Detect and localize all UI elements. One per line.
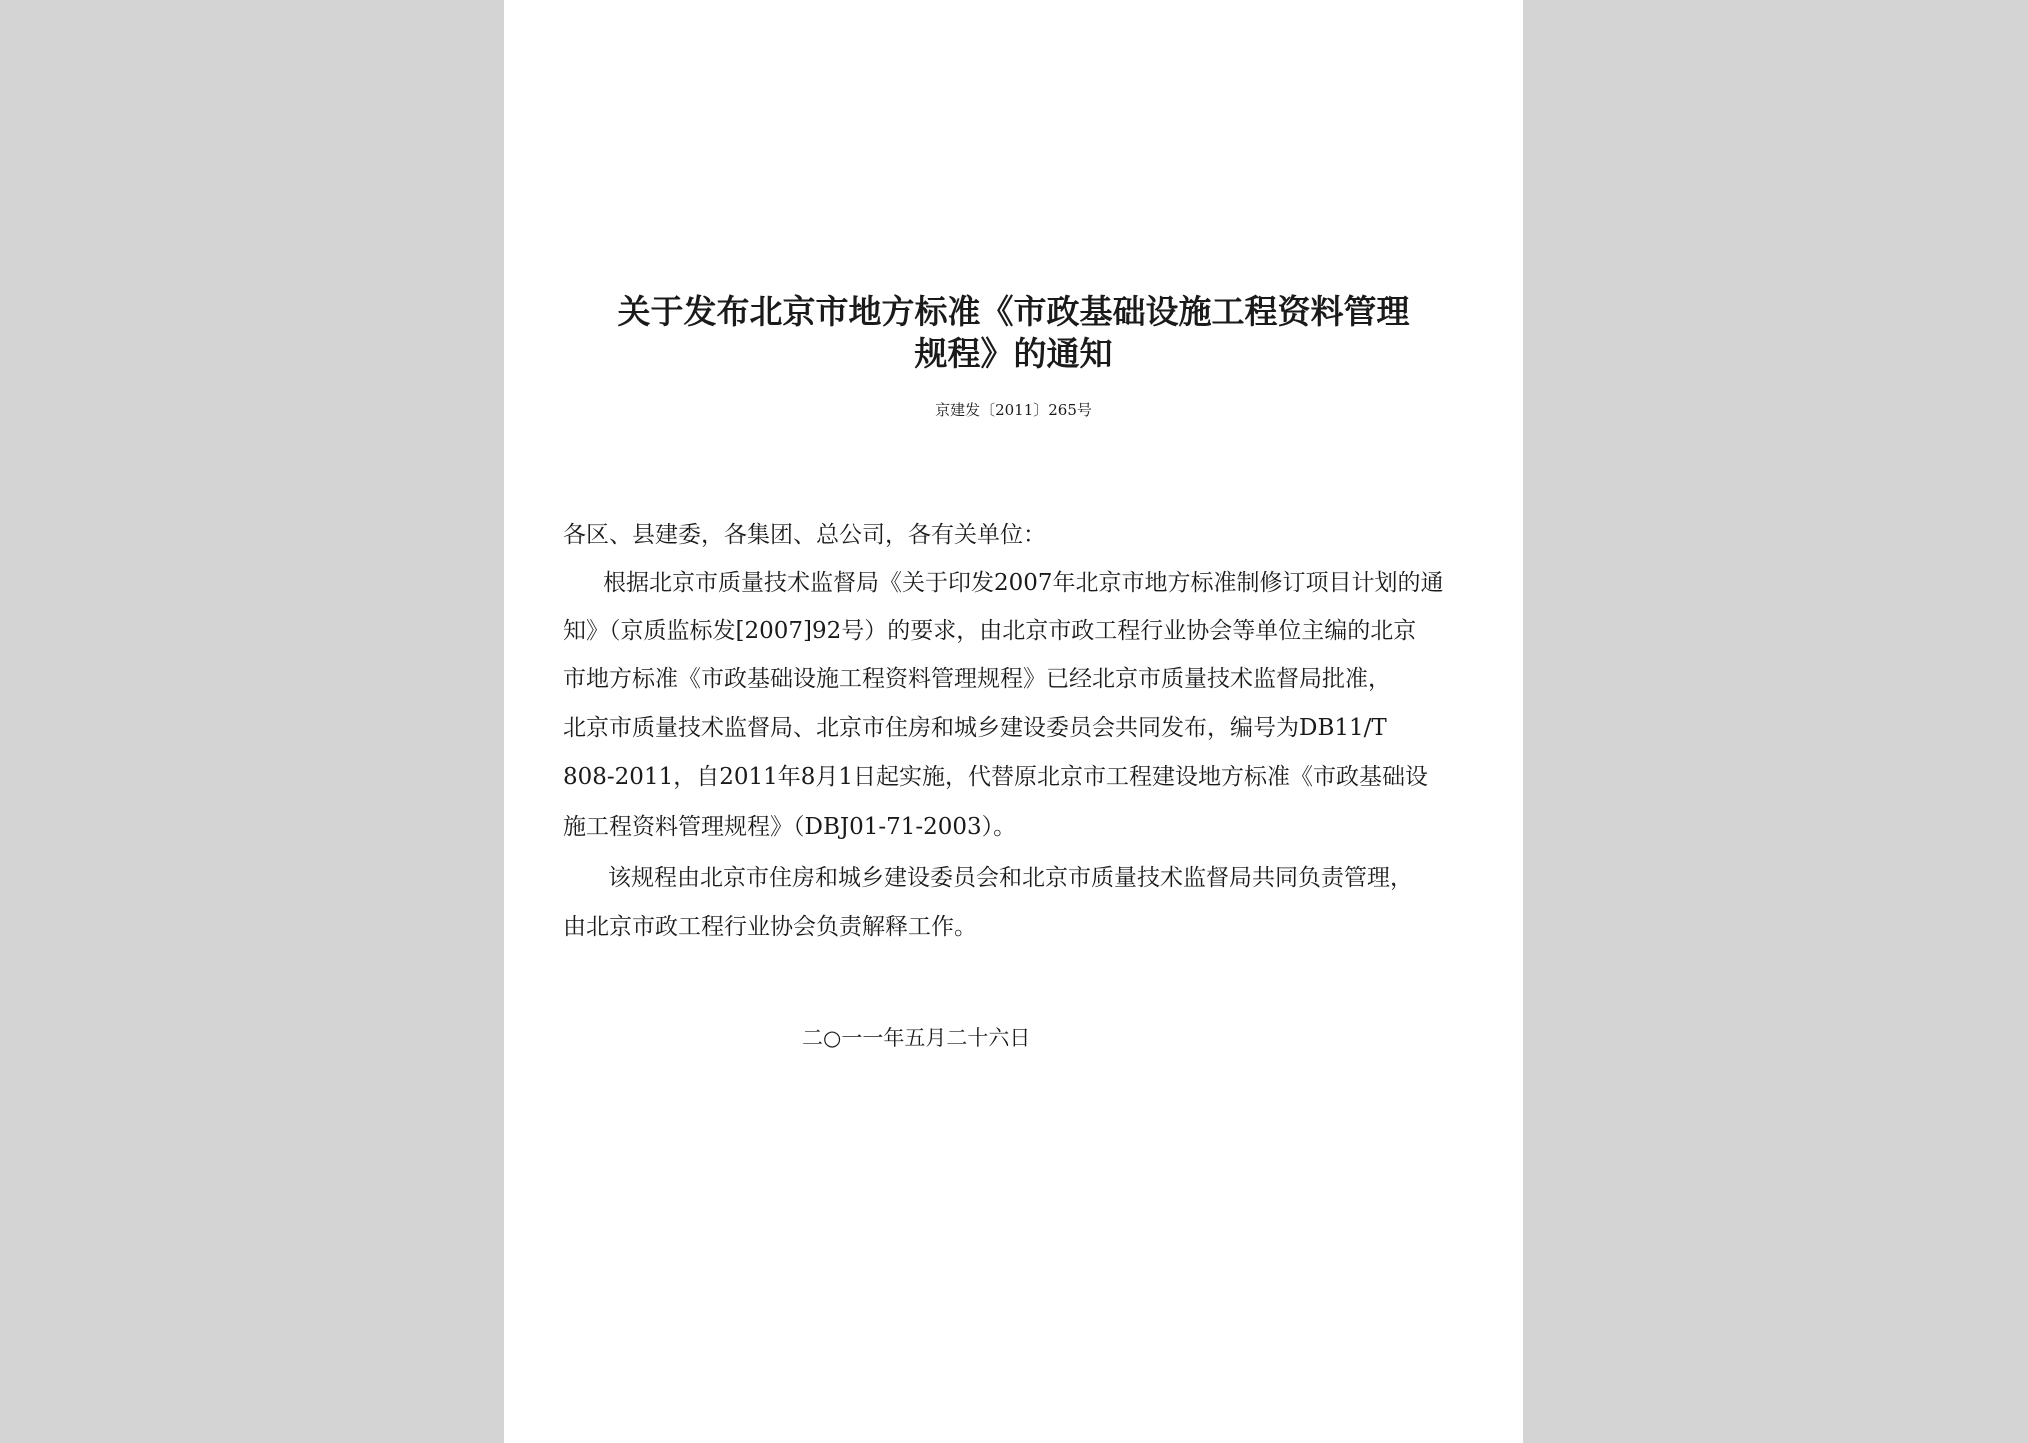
paragraph-2-line-2: 由北京市政工程行业协会负责解释工作。	[563, 914, 977, 940]
paragraph-1-line-4: 北京市质量技术监督局、北京市住房和城乡建设委员会共同发布，编号为DB11/T	[563, 715, 1387, 741]
paragraph-1-line-3: 市地方标准《市政基础设施工程资料管理规程》已经北京市质量技术监督局批准，	[563, 666, 1391, 692]
paragraph-1-line-2: 知》（京质监标发[2007]92号）的要求，由北京市政工程行业协会等单位主编的北京	[563, 618, 1417, 644]
notice-title-line-1: 关于发布北京市地方标准《市政基础设施工程资料管理	[617, 292, 1410, 331]
paragraph-2-line-1: 该规程由北京市住房和城乡建设委员会和北京市质量技术监督局共同负责管理，	[608, 865, 1413, 891]
paragraph-1-line-1: 根据北京市质量技术监督局《关于印发2007年北京市地方标准制修订项目计划的通	[603, 570, 1444, 596]
document-number: 京建发〔2011〕265号	[935, 401, 1092, 419]
paragraph-1-line-6: 施工程资料管理规程》（DBJ01-71-2003）。	[563, 814, 1017, 840]
paragraph-1-line-5: 808-2011，自2011年8月1日起实施，代替原北京市工程建设地方标准《市政基础设	[563, 764, 1429, 790]
notice-title-line-2: 规程》的通知	[914, 334, 1113, 373]
salutation: 各区、县建委，各集团、总公司，各有关单位：	[563, 522, 1046, 548]
document-page	[504, 0, 1523, 1443]
issue-date: 二○一一年五月二十六日	[802, 1026, 1031, 1050]
